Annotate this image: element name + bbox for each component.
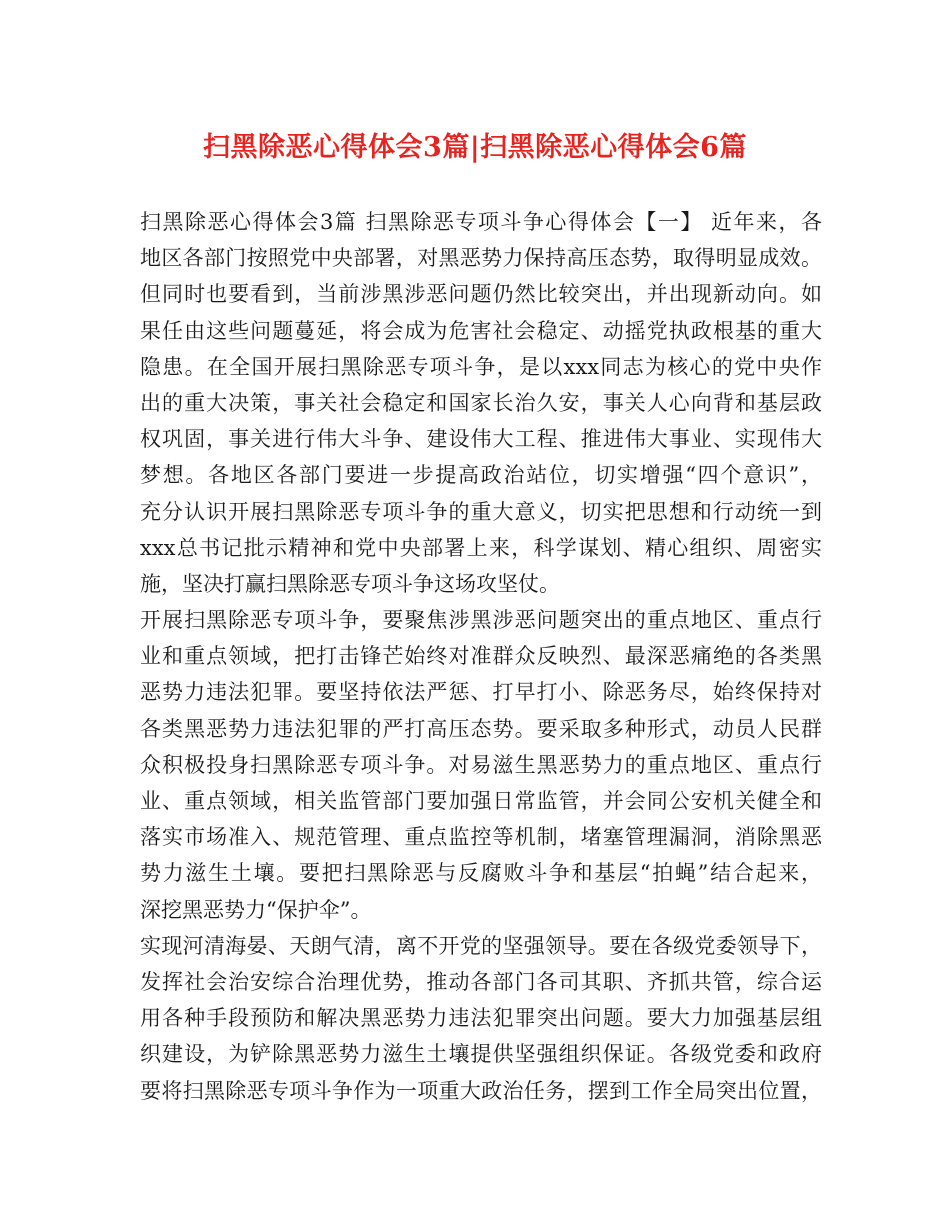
text-line: 发挥社会治安综合治理优势，推动各部门各司其职、齐抓共管，综合运	[140, 969, 822, 994]
text-line: 扫黑除恶心得体会3篇 扫黑除恶专项斗争心得体会【一】 近年来，各	[140, 210, 822, 234]
text-line: 地区各部门按照党中央部署，对黑恶势力保持高压态势，取得明显成效。	[140, 246, 822, 271]
text-line: 业和重点领域，把打击锋芒始终对准群众反映烈、最深恶痛绝的各类黑	[140, 644, 822, 669]
text-line: 梦想。各地区各部门要进一步提高政治站位，切实增强“四个意识”，	[140, 463, 822, 488]
text-line: 业、重点领域，相关监管部门要加强日常监管，并会同公安机关健全和	[140, 789, 822, 813]
text-line: 权巩固，事关进行伟大斗争、建设伟大工程、推进伟大事业、实现伟大	[140, 427, 822, 452]
text-line: 果任由这些问题蔓延，将会成为危害社会稳定、动摇党执政根基的重大	[140, 318, 822, 343]
text-line: 实现河清海晏、天朗气清，离不开党的坚强领导。要在各级党委领导下，	[140, 933, 822, 958]
text-line: 施，坚决打赢扫黑除恶专项斗争这场攻坚仗。	[140, 571, 560, 596]
document-body	[140, 204, 822, 1109]
text-line: xxx总书记批示精神和党中央部署上来，科学谋划、精心组织、周密实	[140, 535, 822, 560]
document-title: 扫黑除恶心得体会3篇|扫黑除恶心得体会6篇	[203, 132, 747, 163]
text-line: 隐患。在全国开展扫黑除恶专项斗争，是以xxx同志为核心的党中央作	[140, 354, 822, 379]
text-line: 但同时也要看到，当前涉黑涉恶问题仍然比较突出，并出现新动向。如	[140, 282, 822, 307]
text-line: 深挖黑恶势力“保护伞”。	[140, 897, 372, 922]
text-line: 各类黑恶势力违法犯罪的严打高压态势。要采取多种形式，动员人民群	[140, 716, 822, 741]
text-line: 织建设，为铲除黑恶势力滋生土壤提供坚强组织保证。各级党委和政府	[140, 1042, 822, 1067]
text-line: 落实市场准入、规范管理、重点监控等机制，堵塞管理漏洞，消除黑恶	[140, 825, 822, 850]
text-line: 充分认识开展扫黑除恶专项斗争的重大意义，切实把思想和行动统一到	[140, 499, 822, 524]
text-line: 众积极投身扫黑除恶专项斗争。对易滋生黑恶势力的重点地区、重点行	[140, 752, 822, 777]
text-line: 要将扫黑除恶专项斗争作为一项重大政治任务，摆到工作全局突出位置，	[140, 1078, 822, 1103]
text-line: 势力滋生土壤。要把扫黑除恶与反腐败斗争和基层“拍蝇”结合起来，	[140, 861, 822, 886]
text-line: 出的重大决策，事关社会稳定和国家长治久安，事关人心向背和基层政	[140, 390, 822, 415]
text-line: 用各种手段预防和解决黑恶势力违法犯罪突出问题。要大力加强基层组	[140, 1006, 822, 1031]
text-line: 开展扫黑除恶专项斗争，要聚焦涉黑涉恶问题突出的重点地区、重点行	[140, 608, 822, 633]
text-line: 恶势力违法犯罪。要坚持依法严惩、打早打小、除恶务尽，始终保持对	[140, 680, 822, 705]
